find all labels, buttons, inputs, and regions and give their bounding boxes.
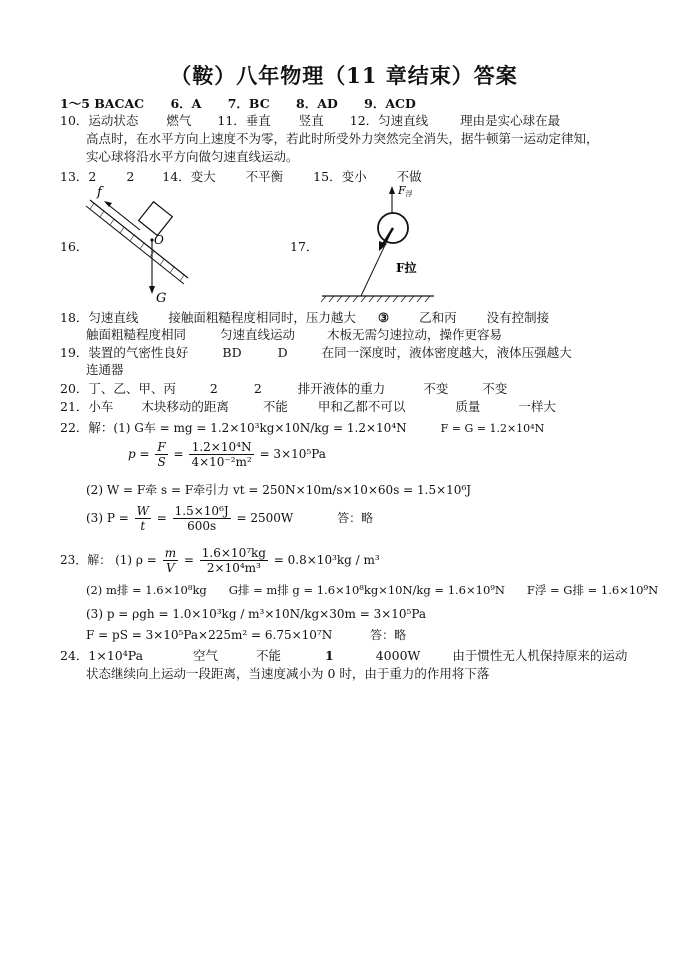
q11: 11．垂直: [217, 113, 271, 128]
q22-pressure-eq: p = $\frac{F}{S}$ = $\frac{\text{1.2×10⁴N}}{\text{4×10⁻²m²}}$ = 3×10⁵Pa: [128, 440, 326, 469]
q12: 12．匀速直线: [349, 113, 429, 128]
fig17-fpull-label: F拉: [396, 261, 417, 275]
q23-density-eq: 23．解： (1) ρ = $\frac{m}{V}$ = $\frac{\text{1.6×10⁷kg}}{\text{2×10⁴m³}}$ = 0.8×10³kg / m³: [60, 546, 380, 575]
q23-force-eq: F = pS = 3×10⁵Pa×225m² = 6.75×10⁷N 答：略: [86, 628, 407, 642]
q21-line: 21．小车 木块移动的距离 不能 甲和乙都不可以 质量 一样大: [60, 399, 556, 414]
page-title: （鞍）八年物理（11 章结束）答案: [170, 63, 518, 88]
q12-reason-2: 高点时，在水平方向上速度不为零，若此时所受外力突然完全消失，据牛顿第一运动定律知，: [86, 131, 599, 146]
q20-line: 20．丁、乙、甲、丙 2 2 排开液体的重力 不变 不变: [60, 381, 508, 396]
answers-1-9: [60, 96, 416, 112]
q13: 13．2: [60, 169, 97, 184]
q19-line-1: 19．装置的气密性良好 BD D 在同一深度时，液体密度越大，液体压强越大: [60, 345, 572, 360]
fig16-o-label: O: [154, 233, 164, 247]
fig16-g-label: G: [156, 291, 167, 306]
q18-line-1: 18．匀速直线 接触面粗糙程度相同时，压力越大 ③ 乙和丙 没有控制接: [60, 310, 550, 325]
q11-b: 竖直: [298, 113, 324, 128]
q23-mass-eq: (2) m排 = 1.6×10⁸kg G排 = m排 g = 1.6×10⁸kg×10N/kg = 1.6×10⁹N F浮 = G排 = 1.6×10⁹N: [86, 583, 659, 597]
q10-b: 燃气: [166, 113, 192, 128]
q23-pressure-eq: (3) p = ρgh = 1.0×10³kg / m³×10N/kg×30m = 3×10⁵Pa: [86, 607, 427, 621]
q24-line-2: 状态继续向上运动一段距离，当速度减小为 0 时，由于重力的作用将下落: [86, 666, 490, 681]
q17-label: 17．: [290, 239, 319, 254]
fig16-f-label: f: [97, 185, 102, 200]
q14: 14．变大: [162, 169, 216, 184]
incline-figure: [80, 182, 200, 307]
q1-5: 1～5 BACAC: [60, 96, 145, 111]
q16-label: 16．: [60, 239, 89, 254]
q15: 15．变小: [313, 169, 367, 184]
q19-line-2: 连通器: [86, 362, 124, 377]
q22-line-1: 22．解：(1) G车 = mg = 1.2×10³kg×10N/kg = 1.2×10⁴N F = G = 1.2×10⁴N: [60, 420, 545, 435]
fig17-fup-label: F浮: [398, 184, 413, 198]
q7: 7．BC: [227, 96, 270, 111]
q22-work-eq: (2) W = F牵 s = F牵引力 vt = 250N×10m/s×10×60s = 1.5×10⁶J: [86, 483, 472, 497]
buoyancy-figure: [318, 180, 443, 310]
q15-b: 不做: [396, 169, 422, 184]
q12-reason-1: 理由是实心球在最: [460, 113, 561, 128]
q22-power-eq: (3) P = $\frac{W}{t}$ = $\frac{\text{1.5×10⁶J}}{600s}$ = 2500W 答：略: [86, 504, 374, 533]
q6: 6．A: [170, 96, 202, 111]
q10: 10．运动状态: [60, 113, 139, 128]
q13-b: 2: [126, 169, 135, 184]
answers-10-12: [60, 113, 560, 129]
q14-b: 不平衡: [245, 169, 284, 184]
q12-reason-3: 实心球将沿水平方向做匀速直线运动。: [86, 149, 299, 164]
q8: 8．AD: [296, 96, 338, 111]
q18-line-2: 触面粗糙程度相同 匀速直线运动 木板无需匀速拉动，操作更容易: [86, 327, 503, 342]
q24-line-1: 24．1×10⁴Pa 空气 不能 1 4000W 由于惯性无人机保持原来的运动: [60, 648, 628, 663]
q9: 9．ACD: [364, 96, 416, 111]
